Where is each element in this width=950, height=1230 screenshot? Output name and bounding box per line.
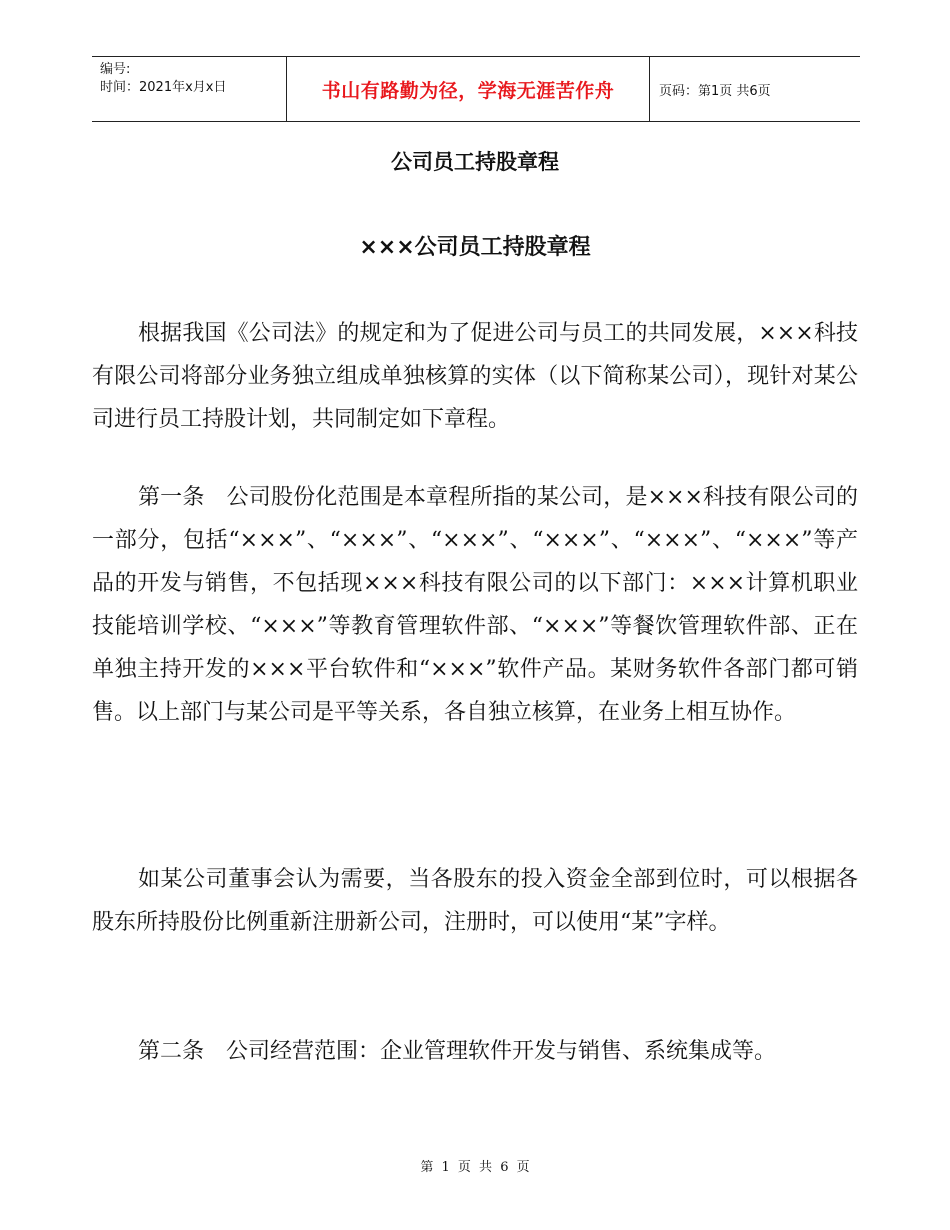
- header-motto: 书山有路勤为径，学海无涯苦作舟: [287, 57, 650, 121]
- document-header: [92, 56, 860, 122]
- document-time-label: 时间：2021年x月x日: [100, 80, 227, 95]
- page-title: 公司员工持股章程: [391, 150, 559, 174]
- page-footer: 第 1 页 共 6 页: [420, 1160, 530, 1175]
- header-meta-cell: [92, 57, 287, 121]
- document-number-label: 编号:: [100, 62, 131, 77]
- header-page-info: 页码：第1页 共6页: [659, 83, 771, 99]
- paragraph-preamble: 根据我国《公司法》的规定和为了促进公司与员工的共同发展，×××科技有限公司将部分业务独立组成单独核算的实体（以下简称某公司），现针对某公司进行员工持股计划，共同制定如下章程。: [92, 321, 858, 432]
- document-subtitle: ×××公司员工持股章程: [359, 235, 591, 260]
- paragraph-article-2: 第二条 公司经营范围：企业管理软件开发与销售、系统集成等。: [138, 1039, 777, 1064]
- paragraph-registration: 如某公司董事会认为需要，当各股东的投入资金全部到位时，可以根据各股东所持股份比例重新注册新公司，注册时，可以使用“某”字样。: [92, 867, 858, 935]
- paragraph-article-1: 第一条 公司股份化范围是本章程所指的某公司，是×××科技有限公司的一部分，包括“×××”、“×××”、“×××”、“×××”、“×××”、“×××”等产品的开发与销售，不包括现×××科技有限公司的以下部门：×××计算机职业技能培训学校、“×××”等教育管理软件部、“×××”等餐饮管理软件部、正在单独主持开发的×××平台软件和“×××”软件产品。某财务软件各部门都可销售。以上部门与某公司是平等关系，各自独立核算，在业务上相互协作。: [92, 485, 858, 725]
